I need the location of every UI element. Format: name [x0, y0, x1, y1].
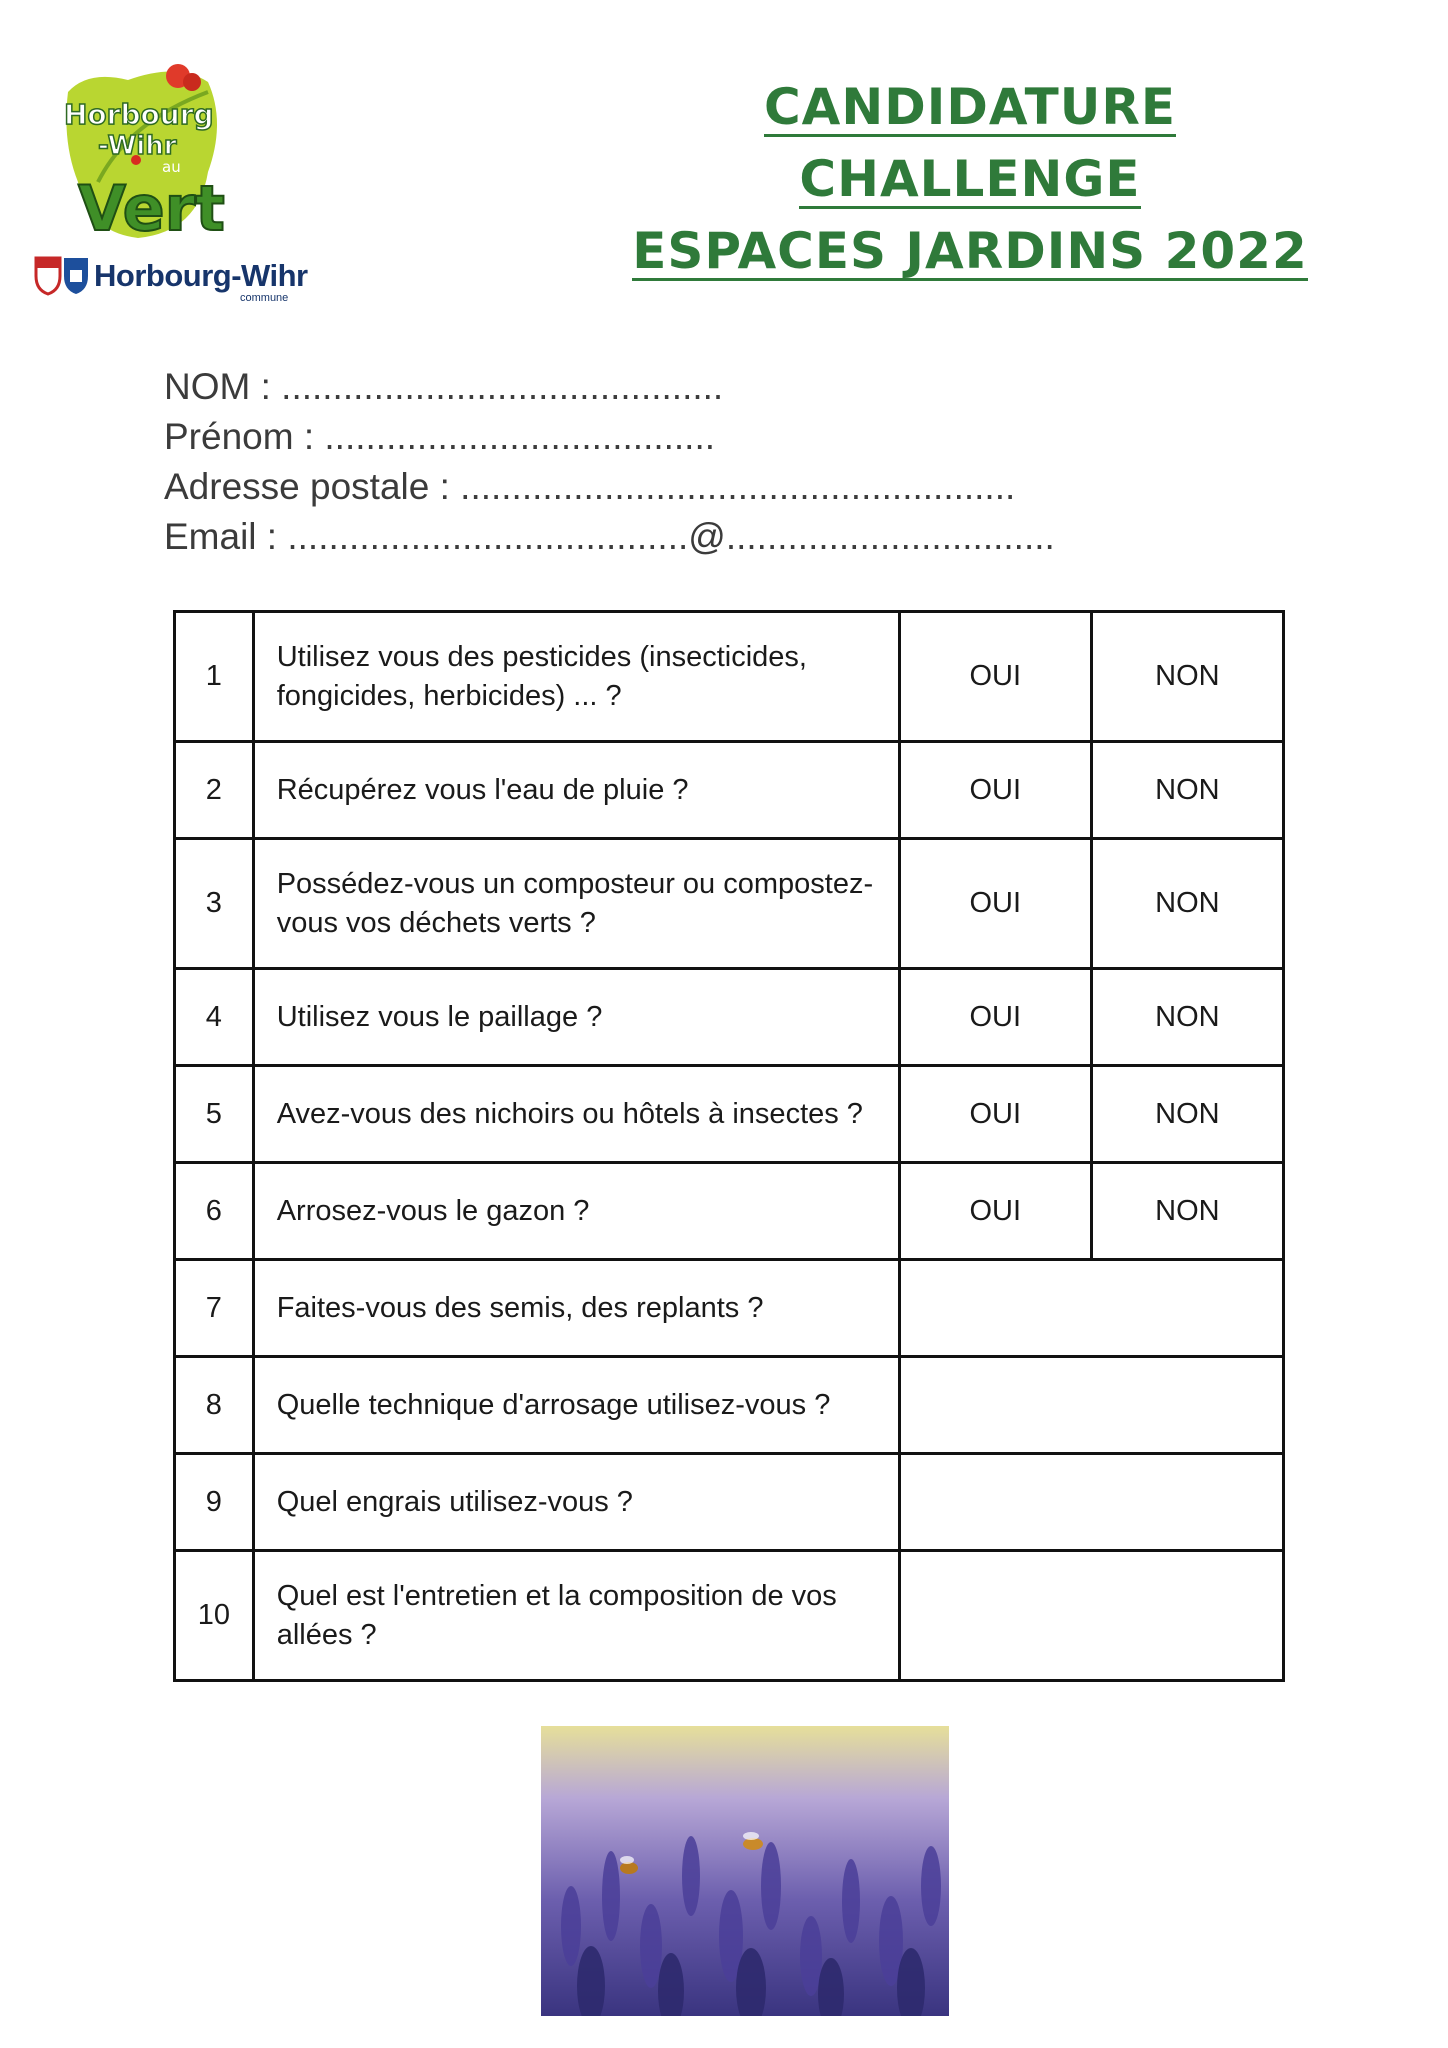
question-text: Quel engrais utilisez-vous ?	[253, 1454, 899, 1551]
adresse-field[interactable]: Adresse postale : ......................................................	[164, 466, 1016, 507]
question-row	[175, 1357, 1284, 1454]
logo-line-4: Vert	[78, 172, 225, 244]
oui-option[interactable]: OUI	[899, 1066, 1091, 1163]
non-option[interactable]: NON	[1091, 742, 1283, 839]
question-row	[175, 969, 1284, 1066]
document-title	[560, 78, 1380, 298]
prenom-field[interactable]: Prénom : ......................................	[164, 416, 716, 457]
oui-option[interactable]: OUI	[899, 742, 1091, 839]
question-row	[175, 839, 1284, 969]
oui-option[interactable]: OUI	[899, 1163, 1091, 1260]
title-line-1: CANDIDATURE	[763, 78, 1177, 136]
title-line-2: CHALLENGE	[799, 150, 1141, 208]
question-number: 9	[175, 1454, 254, 1551]
oui-option[interactable]: OUI	[899, 839, 1091, 969]
answer-field[interactable]	[899, 1454, 1283, 1551]
title-line-3: ESPACES JARDINS 2022	[632, 222, 1308, 280]
question-number: 5	[175, 1066, 254, 1163]
question-text: Faites-vous des semis, des replants ?	[253, 1260, 899, 1357]
questionnaire-table	[173, 610, 1285, 1682]
non-option[interactable]: NON	[1091, 612, 1283, 742]
oui-option[interactable]: OUI	[899, 612, 1091, 742]
answer-field[interactable]	[899, 1260, 1283, 1357]
logo-line-1: Horbourg	[64, 98, 214, 131]
email-field[interactable]: Email : .......................................@................................	[164, 516, 1055, 557]
question-text: Quel est l'entretien et la composition de vos allées ?	[253, 1551, 899, 1681]
question-text: Possédez-vous un composteur ou compostez-vous vos déchets verts ?	[253, 839, 899, 969]
commune-subtitle: commune	[240, 292, 289, 304]
coat-of-arms-icon	[34, 254, 90, 298]
commune-name: Horbourg-Wihr	[94, 258, 308, 293]
non-option[interactable]: NON	[1091, 969, 1283, 1066]
identity-fields	[164, 362, 1055, 562]
lavender-photo	[541, 1726, 949, 2016]
question-number: 7	[175, 1260, 254, 1357]
question-row	[175, 1066, 1284, 1163]
horbourg-wihr-au-vert-logo	[58, 62, 228, 244]
logo-line-3: au	[162, 158, 181, 176]
question-row	[175, 742, 1284, 839]
question-text: Quelle technique d'arrosage utilisez-vous ?	[253, 1357, 899, 1454]
question-row	[175, 1163, 1284, 1260]
question-row	[175, 1551, 1284, 1681]
question-row	[175, 1454, 1284, 1551]
question-text: Utilisez vous des pesticides (insecticides, fongicides, herbicides) ... ?	[253, 612, 899, 742]
non-option[interactable]: NON	[1091, 1066, 1283, 1163]
question-number: 8	[175, 1357, 254, 1454]
question-number: 4	[175, 969, 254, 1066]
answer-field[interactable]	[899, 1357, 1283, 1454]
question-row	[175, 1260, 1284, 1357]
question-number: 2	[175, 742, 254, 839]
commune-branding	[34, 254, 314, 304]
oui-option[interactable]: OUI	[899, 969, 1091, 1066]
question-text: Avez-vous des nichoirs ou hôtels à insectes ?	[253, 1066, 899, 1163]
non-option[interactable]: NON	[1091, 839, 1283, 969]
question-number: 10	[175, 1551, 254, 1681]
question-text: Arrosez-vous le gazon ?	[253, 1163, 899, 1260]
non-option[interactable]: NON	[1091, 1163, 1283, 1260]
answer-field[interactable]	[899, 1551, 1283, 1681]
question-number: 1	[175, 612, 254, 742]
question-text: Utilisez vous le paillage ?	[253, 969, 899, 1066]
question-number: 6	[175, 1163, 254, 1260]
nom-field[interactable]: NOM : ...........................................	[164, 366, 724, 407]
logo-line-2: -Wihr	[98, 131, 177, 161]
question-text: Récupérez vous l'eau de pluie ?	[253, 742, 899, 839]
question-row	[175, 612, 1284, 742]
question-number: 3	[175, 839, 254, 969]
